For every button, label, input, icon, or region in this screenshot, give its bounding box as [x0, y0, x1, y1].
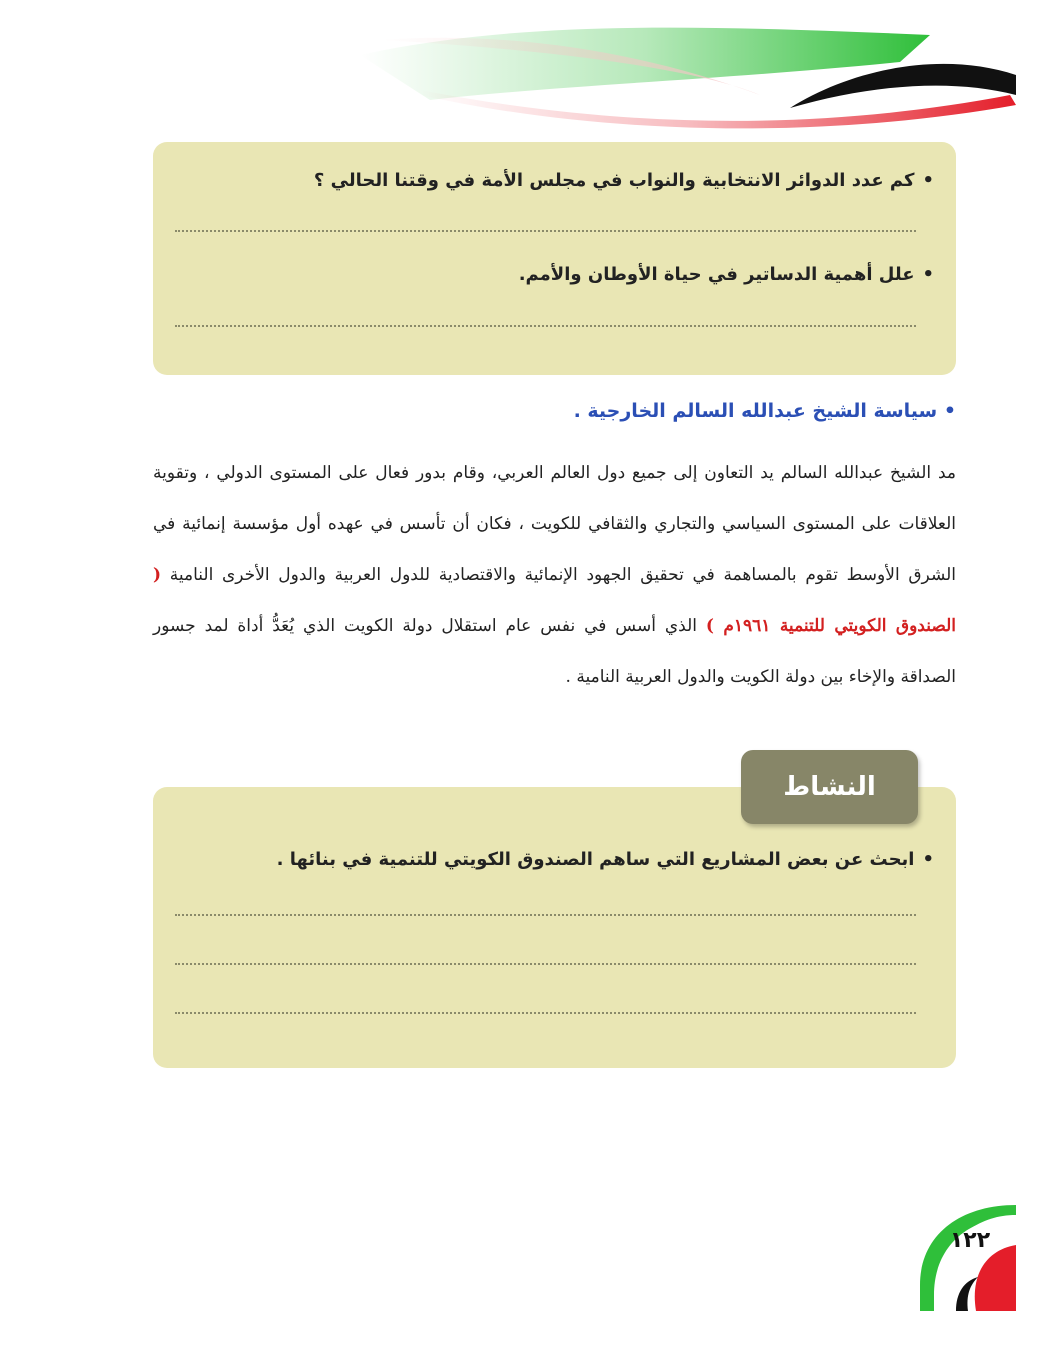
activity-question [277, 849, 934, 870]
page-number: ١٢٢ [949, 1228, 991, 1253]
answer-line-1[interactable] [175, 230, 916, 232]
activity-answer-line-2[interactable] [175, 963, 916, 965]
question-1 [314, 170, 934, 191]
question-2-text: علل أهمية الدساتير في حياة الأوطان والأمم. [518, 264, 915, 285]
question-2 [519, 264, 934, 285]
activity-answer-line-3[interactable] [175, 1012, 916, 1014]
section-title: • سياسة الشيخ عبدالله السالم الخارجية . [573, 400, 956, 422]
activity-answer-line-1[interactable] [175, 914, 916, 916]
paragraph-text-part1: مد الشيخ عبدالله السالم يد التعاون إلى جميع دول العالم العربي، وقام بدور فعال على المستوى الدولي ، وتقوية العلاقات على المستوى السياسي والتجاري والثقافي للكويت ، فكان أن تأسس في عهده أول مؤسسة إنمائية في الشرق الأوسط تقوم بالمساهمة في تحقيق الجهود الإنمائية والاقتصادية للدول العربية والدول الأخرى النامية [153, 463, 957, 585]
answer-line-2[interactable] [175, 325, 916, 327]
paragraph-text-part2: الذي أسس في نفس عام استقلال دولة الكويت الذي يُعَدُّ أداة لمد جسور الصداقة والإخاء بين دولة الكويت والدول العربية النامية . [153, 616, 956, 687]
question-1-text: كم عدد الدوائر الانتخابية والنواب في مجلس الأمة في وقتنا الحالي ؟ [313, 170, 915, 191]
paragraph-highlight: ( الصندوق الكويتي للتنمية ١٩٦١م ) [153, 565, 956, 636]
activity-question-text: ابحث عن بعض المشاريع التي ساهم الصندوق الكويتي للتنمية في بنائها . [276, 849, 915, 870]
activity-tab: النشاط [741, 750, 918, 824]
bullet-icon: • [922, 170, 934, 191]
bullet-icon: • [922, 849, 934, 870]
page-corner-decoration [920, 1205, 1016, 1311]
bullet-icon: • [922, 264, 934, 285]
activity-box [153, 787, 956, 1068]
questions-box [153, 142, 956, 375]
body-paragraph [153, 448, 956, 703]
flag-swoosh-decoration [0, 0, 1062, 140]
